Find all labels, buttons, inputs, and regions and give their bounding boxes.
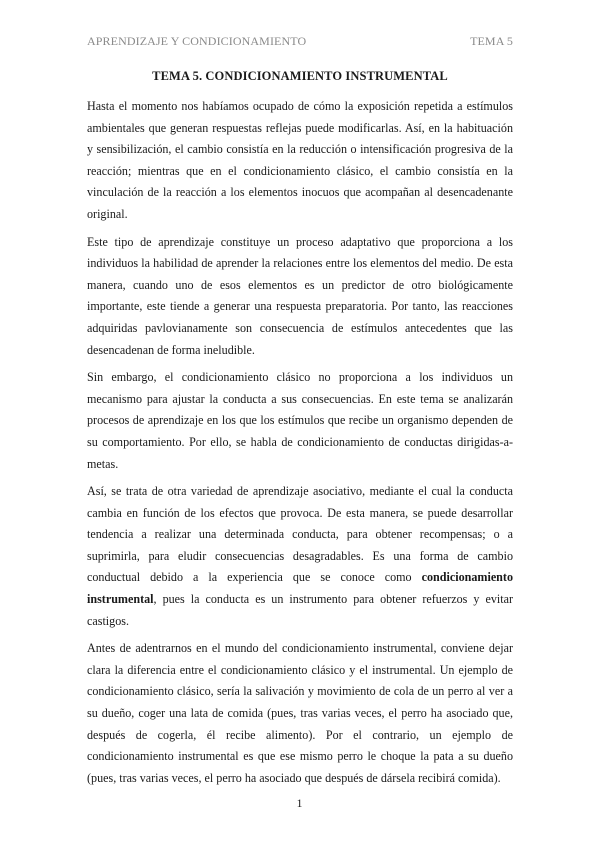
body-text bbox=[87, 96, 513, 795]
header-course-title: APRENDIZAJE Y CONDICIONAMIENTO bbox=[87, 34, 307, 48]
chapter-title: TEMA 5. CONDICIONAMIENTO INSTRUMENTAL bbox=[152, 69, 448, 83]
paragraph-2: Este tipo de aprendizaje constituye un proceso adaptativo que proporciona a los individuos la habilidad de aprender la relaciones entre los elementos del medio. De esta manera, cuando uno de esos elementos es un predictor de otro biológicamente importante, este tiende a generar una respuesta preparatoria. Por tanto, las reacciones adquiridas pavlovianamente son consecuencia de estímulos antecedentes que las desencadenan de forma ineludible. bbox=[87, 234, 513, 357]
header-chapter: TEMA 5 bbox=[470, 34, 513, 48]
page-number: 1 bbox=[296, 796, 303, 810]
running-header bbox=[87, 34, 513, 54]
paragraph-1: Hasta el momento nos habíamos ocupado de cómo la exposición repetida a estímulos ambientales que generan respuestas reflejas puede modificarlas. Así, en la habituación y sensibilización, el cambio consistía en la reducción o intensificación progresiva de la reacción; mientras que en el condicionamiento clásico, el cambio consistía en la vinculación de la reacción a los elementos inocuos que acompañan al desencadenante original. bbox=[87, 99, 513, 221]
key-term-condicionamiento-instrumental: condicionamiento instrumental bbox=[87, 570, 513, 607]
paragraph-3: Sin embargo, el condicionamiento clásico no proporciona a los individuos un mecanismo para ajustar la conducta a sus consecuencias. En este tema se analizarán procesos de aprendizaje en los que los estímulos que recibe un organismo dependen de su comportamiento. Por ello, se habla de condicionamiento de conductas dirigidas-a-metas. bbox=[87, 370, 513, 471]
paragraph-4-text-start: Así, se trata de otra variedad de aprendizaje asociativo, mediante el cual la conducta cambia en función de los efectos que provoca. De esta manera, se puede desarrollar tendencia a realizar una determinada conducta, para obtener recompensas; o a suprimirla, para eludir consecuencias desagradables. Es una forma de cambio conductual debido a la experiencia que se conoce como bbox=[87, 484, 513, 585]
paragraph-5: Antes de adentrarnos en el mundo del condicionamiento instrumental, conviene dejar clara la diferencia entre el condicionamiento clásico y el instrumental. Un ejemplo de condicionamiento clásico, sería la salivación y movimiento de cola de un perro al ver a su dueño, coger una lata de comida (pues, tras varias veces, el perro ha asociado que, después de cogerla, él recibe alimento). Por el contrario, un ejemplo de condicionamiento instrumental es que ese mismo perro le choque la pata a su dueño (pues, tras varias veces, el perro ha asociado que después de dársela recibirá comida). bbox=[87, 641, 513, 785]
paragraph-4-text-end: , pues la conducta es un instrumento para obtener refuerzos y evitar castigos. bbox=[87, 592, 513, 628]
paragraph-4 bbox=[87, 481, 513, 632]
